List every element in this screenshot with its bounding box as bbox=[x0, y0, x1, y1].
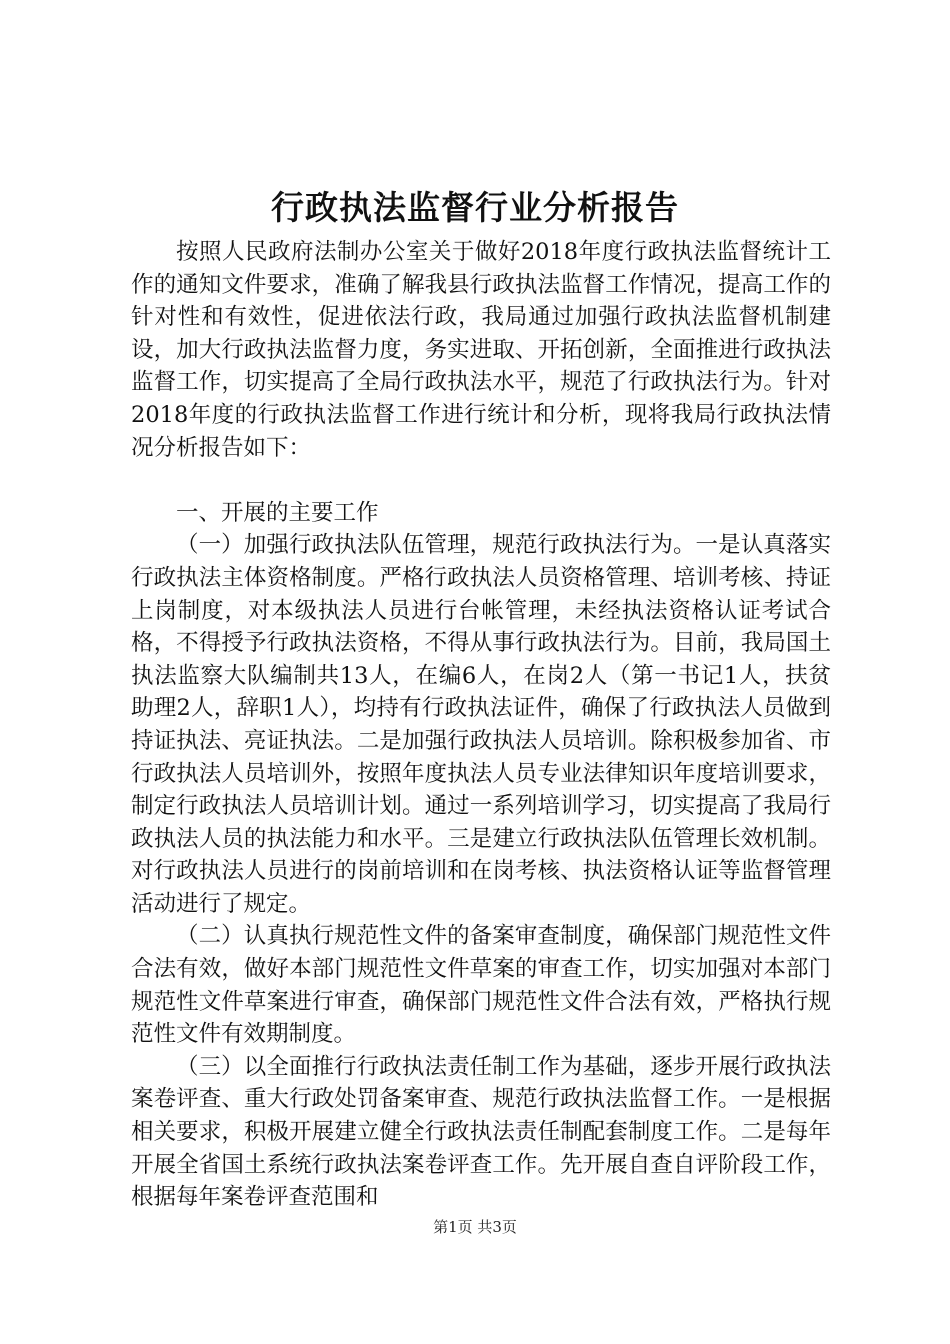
body-paragraph-1: （一）加强行政执法队伍管理，规范行政执法行为。一是认真落实行政执法主体资格制度。严格行政执法人员资格管理、培训考核、持证上岗制度，对本级执法人员进行台帐管理，未经执法资格认证考试合格，不得授予行政执法资格，不得从事行政执法行为。目前，我局国土执法监察大队编制共13人，在编6人，在岗2人（第一书记1人，扶贫助理2人，辞职1人），均持有行政执法证件，确保了行政执法人员做到持证执法、亮证执法。二是加强行政执法人员培训。除积极参加省、市行政执法人员培训外，按照年度执法人员专业法律知识年度培训要求，制定行政执法人员培训计划。通过一系列培训学习，切实提高了我局行政执法人员的执法能力和水平。三是建立行政执法队伍管理长效机制。对行政执法人员进行的岗前培训和在岗考核、执法资格认证等监督管理活动进行了规定。 bbox=[131, 532, 831, 917]
paragraph-gap bbox=[131, 464, 831, 497]
page-footer: 第1页 共3页 bbox=[433, 1218, 517, 1236]
body-paragraph-2: （二）认真执行规范性文件的备案审查制度，确保部门规范性文件合法有效，做好本部门规范性文件草案的审查工作，切实加强对本部门规范性文件草案进行审查，确保部门规范性文件合法有效，严格执行规范性文件有效期制度。 bbox=[131, 923, 831, 1048]
intro-paragraph: 按照人民政府法制办公室关于做好2018年度行政执法监督统计工作的通知文件要求，准确了解我县行政执法监督工作情况，提高工作的针对性和有效性，促进依法行政，我局通过加强行政执法监督机制建设，加大行政执法监督力度，务实进取、开拓创新，全面推进行政执法监督工作，切实提高了全局行政执法水平，规范了行政执法行为。针对2018年度的行政执法监督工作进行统计和分析，现将我局行政执法情况分析报告如下： bbox=[131, 239, 831, 461]
body-paragraph-3: （三）以全面推行行政执法责任制工作为基础，逐步开展行政执法案卷评查、重大行政处罚备案审查、规范行政执法监督工作。一是根据相关要求，积极开展建立健全行政执法责任制配套制度工作。二是每年开展全省国土系统行政执法案卷评查工作。先开展自查自评阶段工作，根据每年案卷评查范围和 bbox=[131, 1053, 831, 1211]
document-title: 行政执法监督行业分析报告 bbox=[271, 188, 679, 227]
section-heading: 一、开展的主要工作 bbox=[176, 499, 379, 526]
document-body bbox=[131, 236, 831, 1214]
